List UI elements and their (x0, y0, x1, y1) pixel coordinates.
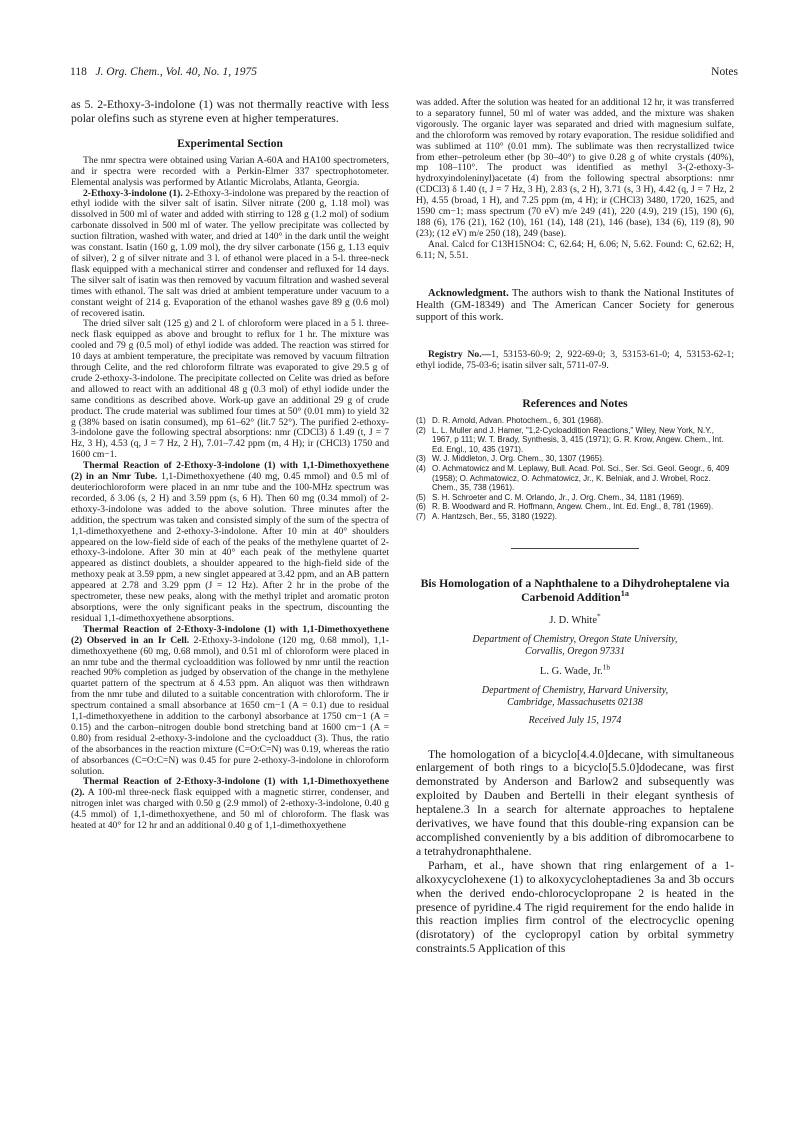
registry-heading: Registry No.— (428, 349, 492, 361)
affiliation-2 (416, 685, 734, 709)
reference-text: R. B. Woodward and R. Hoffmann, Angew. Chem., Int. Ed. Engl., 8, 781 (1969). (432, 502, 714, 512)
reference-item (416, 454, 734, 464)
reference-number: (1) (416, 416, 426, 426)
references-list (416, 416, 734, 522)
author-2-name: L. G. Wade, Jr. (539, 665, 603, 677)
acknowledgment-paragraph (416, 288, 734, 325)
reference-number: (7) (416, 511, 426, 521)
acknowledgment-heading: Acknowledgment. (428, 287, 509, 299)
reference-number: (2) (416, 425, 426, 435)
ir-cell-paragraph (71, 625, 389, 778)
references-heading: References and Notes (522, 398, 628, 411)
reference-item (416, 416, 734, 426)
reference-item (416, 493, 734, 503)
body-paragraph-2: Parham, et al., have shown that ring enlargement of a 1-alkoxycyclohexene (1) to alkoxycycloheptadienes 3a and 3b occurs when the derived endo-chlorocyclopropane 2 is heated in the presence of pyridine.4 The rigid requirement for the endo halide in this reaction implies firm control of the electrocyclic opening (disrotatory) of the cyclopropyl cation by orbital symmetry constraints.5 Application of this (416, 858, 734, 956)
reference-text: W. J. Middleton, J. Org. Chem., 30, 1307 (1965). (432, 454, 605, 464)
author-2-mark: 1b (602, 662, 611, 672)
article-title-footnote: 1a (620, 588, 629, 598)
ir-cell-heading: Thermal Reaction of 2-Ethoxy-3-indolone (1) with 1,1-Dimethoxyethene (2) Observed in an Ir Cell. (71, 623, 389, 646)
ir-cell-text: 2-Ethoxy-3-indolone (120 mg, 0.68 mmol), 1,1-dimethoxyethene (60 mg, 0.68 mmol), and 0.51 ml of chloroform were placed in an nmr tube and the thermal cycloaddition was followed by nmr until the reaction reached 90% completion as judged by observation of the change in the methylene quartet pattern of the spectrum at δ 4.53 ppm. An aliquot was then withdrawn from the nmr tube and diluted to a suitable concentration with chloroform. The ir spectrum contained a small absorbance at 1650 cm−1 (A = 0.1) due to residual 1,1-dimethoxyethene in addition to the carbonyl absorbance at 1750 cm−1 (A = 0.15) and the carbon–nitrogen double bond stretching band at 1600 cm−1 (A = 0.80) from residual 2-ethoxy-3-indolone and the cycloadduct (3). Thus, the ratio of the absorbances in the reaction mixture (C=O:C=N) was 0.19, whereas the ratio of absorbances (C=O:C=N) was 0.45 for pure 2-ethoxy-3-indolone in chloroform solution. (71, 634, 389, 777)
intro-paragraph: as 5. 2-Ethoxy-3-indolone (1) was not thermally reactive with less polar olefins such as styrene even at higher temperatures. (71, 98, 389, 125)
reference-text: D. R. Arnold, Advan. Photochem., 6, 301 (1968). (432, 416, 604, 426)
author-1-name: J. D. White (549, 614, 597, 626)
general-methods-paragraph: The nmr spectra were obtained using Varian A-60A and HA100 spectrometers, and ir spectra were recorded with a Perkin-Elmer 337 spectrophotometer. Elemental analysis was performed by Atlantic Microlabs, Atlanta, Georgia. (71, 154, 389, 188)
reference-text: O. Achmatowicz and M. Leplawy, Bull. Acad. Pol. Sci., Ser. Sci. Geol. Geogr., 6, 409 (1958); O. Achmatowicz, O. Achmatowicz, Jr., K. Belniak, and J. Wrobel, Rocz. Chem., 35, 738 (1961). (432, 463, 730, 493)
thermal-reaction-text: A 100-ml three-neck flask equipped with a magnetic stirrer, condenser, and nitrogen inlet was charged with 0.50 g (2.9 mmol) of 2-ethoxy-3-indolone, 0.40 g (4.5 mmol) of 1,1-dimethoxyethene, and 50 ml of chloroform. The flask was heated at 40° for 12 hr and an additional 0.40 g of 1,1-dimethoxyethene (71, 787, 389, 832)
running-head (70, 66, 257, 78)
acknowledgment-text: The authors wish to thank the National Institutes of Health (GM-18349) and The American Cancer Society for generous support of this work. (416, 287, 735, 323)
left-column (71, 98, 389, 832)
reference-text: S. H. Schroeter and C. M. Orlando, Jr., J. Org. Chem., 34, 1181 (1969). (432, 492, 684, 502)
thermal-reaction-heading: Thermal Reaction of 2-Ethoxy-3-indolone (1) with 1,1-Dimethoxyethene (2). (71, 776, 389, 799)
body-paragraph-1: The homologation of a bicyclo[4.4.0]decane, with simultaneous enlargement of both rings to a bicyclo[5.5.0]dodecane, was first demonstrated by Anderson and Barlow2 and subsequently was exploited by Dauben and Bertelli in their elegant synthesis of heptalene.3 In a search for alternate approaches to heptalene derivatives, we have found that this double-ring expansion can be accomplished conveniently by a bis addition of dibromocarbene to a tetrahydronaphthalene. (416, 747, 734, 858)
author-1 (416, 611, 734, 626)
dried-salt-paragraph: The dried silver salt (125 g) and 2 l. of chloroform were placed in a 5 l. three-neck flask equipped as above and brought to reflux for 1 hr. The mixture was cooled and 79 g (0.5 mol) of ethyl iodide was added. The reaction was stirred for 10 days at ambient temperature, the precipitate was removed by vacuum filtration through Celite, and the red chloroform filtrate was evaporated to give 29.5 g of crude 2-ethoxy-3-indolone. The precipitate collected on Celite was dried as before and allowed to react with an additional 48 g (0.3 mol) of ethyl iodide under the same conditions as described above. Work-up gave an additional 29 g of crude product. The crude material was sublimed four times at 50° (0.01 mm) to yield 32 g (38% based on isatin consumed), mp 61–62° (lit.7 52°). The purified 2-ethoxy-3-indolone gave the following spectral absorptions: nmr (CDCl3) δ 1.49 (t, J = 7 Hz, 3 H), 4.53 (q, J = 7 Hz, 2 H), 7.01–7.42 ppm (m, 4 H); ir (CHCl3) 1750 and 1600 cm−1. (71, 318, 389, 461)
article-title-text: Bis Homologation of a Naphthalene to a Dihydroheptalene via Carbenoid Addition (420, 576, 730, 604)
reference-text: A. Hantzsch, Ber., 55, 3180 (1922). (432, 511, 557, 521)
author-1-mark: * (596, 611, 601, 621)
received-date: Received July 15, 1974 (528, 714, 622, 726)
right-column (416, 98, 734, 956)
affiliation-1-line2: Corvallis, Oregon 97331 (525, 645, 625, 657)
author-2 (416, 662, 734, 677)
continued-paragraph: was added. After the solution was heated for an additional 12 hr, it was transferred to a separatory funnel, 50 ml of water was added, and the mixture was shaken vigorously. The organic layer was separated and dried with magnesium sulfate, and the chloroform was removed by rotary evaporation. The residue solidified and was sublimed at 110° (0.01 mm). The sublimate was then recrystallized twice from ether–petroleum ether (bp 30–40°) to give 0.28 g of white crystals (40%), mp 108–110°. The product was identified as methyl 3-(2-ethoxy-3-hydroxyindoleninyl)acetate (4) from the following spectral absorptions: nmr (CDCl3) δ 1.40 (t, J = 7 Hz, 3 H), 2.83 (s, 2 H), 3.71 (s, 3 H), 4.42 (q, J = 7 Hz, 2 H), 4.55 (broad, 1 H), and 7.25 ppm (m, 4 H); ir (CHCl3) 3480, 1720, 1625, and 1590 cm−1; mass spectrum (70 eV) m/e 249 (41), 220 (4.9), 219 (15), 190 (6), 188 (6), 176 (21), 162 (10), 161 (14), 148 (21), 146 (base), 134 (6), 119 (8), 90 (23); (12 eV) m/e 250 (18), 249 (base). (416, 97, 734, 239)
reference-item (416, 464, 734, 493)
registry-paragraph (416, 350, 734, 372)
page-header (70, 66, 738, 84)
reference-number: (6) (416, 502, 426, 512)
affiliation-2-line2: Cambridge, Massachusetts 02138 (507, 696, 643, 708)
affiliation-2-line1: Department of Chemistry, Harvard University, (481, 684, 669, 696)
reference-text: L. L. Muller and J. Hamer, "1,2-Cycloaddition Reactions," Wiley, New York, N.Y., 1967, p 111; W. T. Brady, Synthesis, 3, 415 (1971); G. R. Krow, Angew. Chem., Int. Ed. Engl., 10, 435 (1971). (432, 425, 724, 454)
section-label: Notes (711, 66, 738, 78)
nmr-tube-text: 1,1-Dimethoxyethene (40 mg, 0.45 mmol) and 0.5 ml of deuteriochloroform were placed in an nmr tube and the 100-MHz spectrum was recorded, δ 3.06 (s, 2 H) and 3.59 ppm (s, 6 H). Then 60 mg (0.34 mmol) of 2-ethoxy-3-indolone was added to the above solution. Three minutes after the addition, the spectrum was taken and consisted simply of the sum of the spectra of 1,1-dimethoxyethene and 2-ethoxy-3-indolone. After 10 min at 40° shoulders appeared on the low-field side of each of the peaks of the methylene quartet of 2-ethoxy-3-indolone. After 30 min at 40° each peak of the methylene quartet appeared as distinct doublets, a shoulder appeared to the high-field side of the methoxy peak at 3.59 ppm, a new singlet appeared at 3.42 ppm, and an AB pattern appeared at 2.78 and 3.29 ppm (J = 12 Hz). After 2 hr in the probe of the spectrometer, these new peaks, along with the methyl triplet and aromatic proton absorptions, were the only significant peaks in the spectrum, discounting the residual 1,1-dimethoxyethene absorptions. (71, 471, 389, 624)
page-number: 118 (70, 66, 87, 78)
reference-number: (5) (416, 492, 426, 502)
affiliation-1-line1: Department of Chemistry, Oregon State University, (472, 633, 678, 645)
reference-item (416, 426, 734, 455)
preparation-paragraph (71, 189, 389, 320)
reference-number: (3) (416, 454, 426, 464)
reference-item (416, 512, 734, 522)
preparation-heading: 2-Ethoxy-3-indolone (1). (83, 187, 183, 199)
affiliation-1 (416, 634, 734, 658)
thermal-reaction-paragraph (71, 777, 389, 832)
analysis-paragraph: Anal. Calcd for C13H15NO4: C, 62.64; H, 6.06; N, 5.62. Found: C, 62.62; H, 6.11; N, 5.51. (416, 238, 734, 261)
nmr-tube-heading: Thermal Reaction of 2-Ethoxy-3-indolone (1) with 1,1-Dimethoxyethene (2) in an Nmr Tube. (71, 460, 389, 483)
reference-number: (4) (416, 463, 426, 473)
section-divider (511, 548, 639, 549)
article-title (416, 577, 734, 605)
reference-item (416, 502, 734, 512)
preparation-text: 2-Ethoxy-3-indolone was prepared by the reaction of ethyl iodide with the silver salt of isatin. Silver nitrate (200 g, 1.18 mol) was dissolved in 500 ml of water and added with stirring to 128 g (1.2 mol) of sodium carbonate dissolved in 500 ml of water. The yellow precipitate was collected by suction filtration, washed with water, and dried at 140° in the dark until the weight was constant. Isatin (160 g, 1.09 mol), the dry silver carbonate (156 g, 1.13 equiv of silver), 2 g of silver nitrate and 3 l. of ethanol were placed in a 5-l. three-neck flask equipped with a mechanical stirrer and condenser and refluxed for 14 days. The silver salt of isatin was then removed by vacuum filtration and washed several times with ethanol. The salt was dried at ambient temperature under vacuum to a constant weight of 214 g. Evaporation of the ethanol washes gave 89 g (0.6 mol) of recovered isatin. (71, 187, 390, 319)
registry-text: 1, 53153-60-9; 2, 922-69-0; 3, 53153-61-0; 4, 53153-62-1; ethyl iodide, 75-03-6; isatin silver salt, 5711-07-9. (416, 349, 735, 372)
journal-citation: J. Org. Chem., Vol. 40, No. 1, 1975 (95, 66, 257, 78)
experimental-heading: Experimental Section (177, 137, 283, 150)
nmr-tube-paragraph (71, 461, 389, 625)
